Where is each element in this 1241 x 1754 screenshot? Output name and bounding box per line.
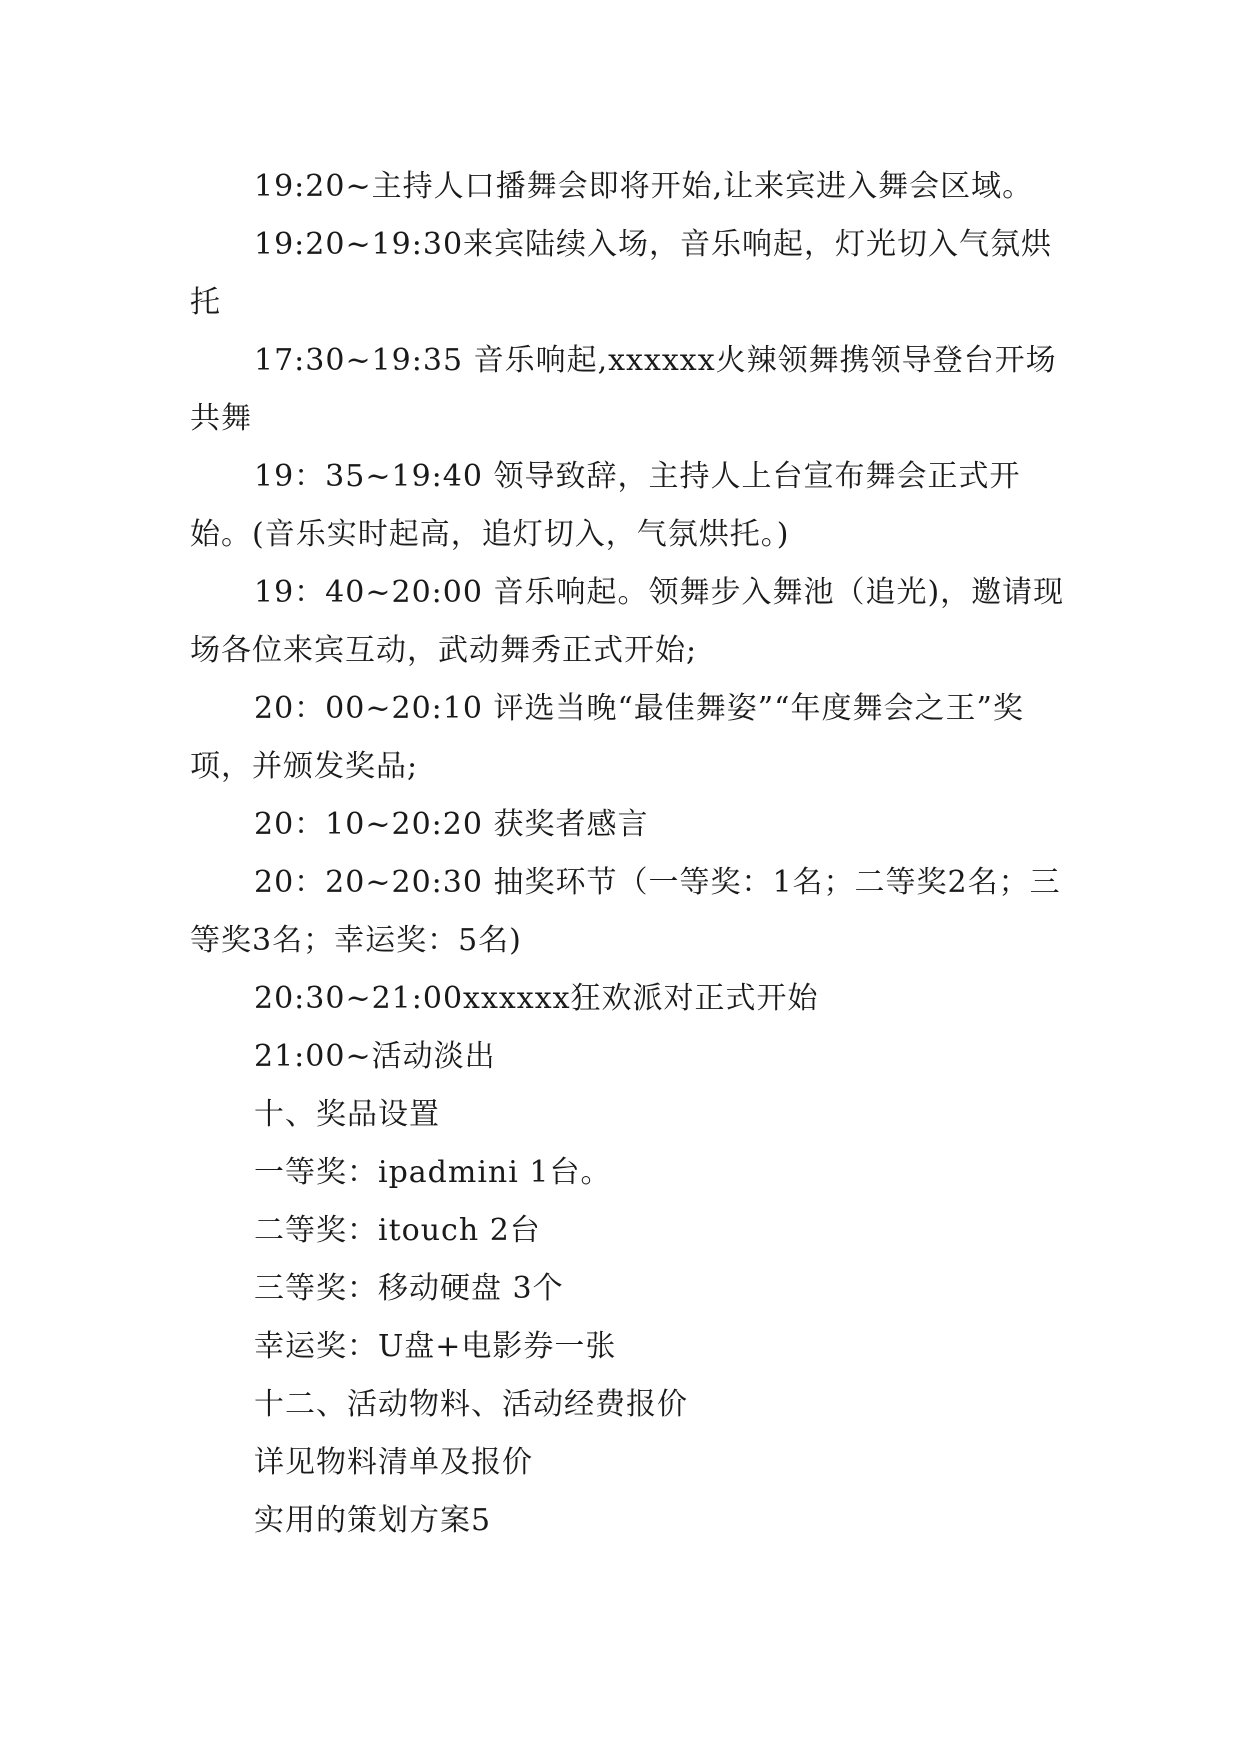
paragraph-schedule-2000-2010: 20：00~20:10 评选当晚“最佳舞姿”“年度舞会之王”奖项，并颁发奖品; [190,691,1024,784]
paragraph-schedule-1730-1935: 17:30~19:35 音乐响起,xxxxxx火辣领舞携领导登台开场共舞 [190,343,1057,436]
paragraph-schedule-1920-1930: 19:20~19:30来宾陆续入场，音乐响起，灯光切入气氛烘托 [190,227,1053,320]
prize-lucky: 幸运奖：U盘+电影券一张 [254,1329,617,1364]
section-heading-materials: 十二、活动物料、活动经费报价 [254,1387,688,1422]
prize-first: 一等奖：ipadmini 1台。 [254,1155,612,1190]
paragraph-schedule-2100: 21:00~活动淡出 [254,1039,496,1074]
paragraph-schedule-1935-1940: 19：35~19:40 领导致辞，主持人上台宣布舞会正式开始。(音乐实时起高，追灯切入，气氛烘托。) [190,459,1021,552]
paragraph-schedule-1920: 19:20~主持人口播舞会即将开始,让来宾进入舞会区域。 [254,169,1034,204]
document-body [190,158,1070,1550]
paragraph-schedule-1940-2000: 19：40~20:00 音乐响起。领舞步入舞池（追光)，邀请现场各位来宾互动，武动舞秀正式开始; [190,575,1065,668]
paragraph-schedule-2020-2030: 20：20~20:30 抽奖环节（一等奖：1名；二等奖2名；三等奖3名；幸运奖：5名) [190,865,1061,958]
prize-third: 三等奖：移动硬盘 3个 [254,1271,564,1306]
section-heading-prizes: 十、奖品设置 [254,1097,440,1132]
prize-second: 二等奖：itouch 2台 [254,1213,541,1248]
paragraph-materials-note: 详见物料清单及报价 [254,1445,533,1480]
paragraph-schedule-2030-2100: 20:30~21:00xxxxxx狂欢派对正式开始 [254,981,819,1016]
paragraph-next-plan-title: 实用的策划方案5 [254,1503,492,1538]
paragraph-schedule-2010-2020: 20：10~20:20 获奖者感言 [254,807,649,842]
